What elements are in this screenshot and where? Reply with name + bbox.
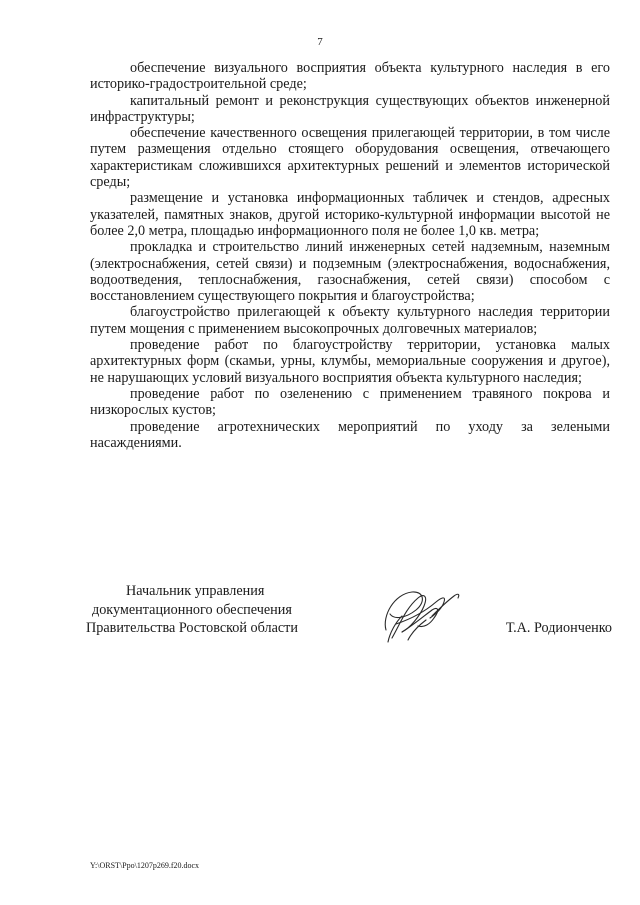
paragraph: проведение работ по озеленению с применением травяного покрова и низкорослых кустов; xyxy=(90,385,610,419)
signatory-title-line: Правительства Ростовской области xyxy=(86,620,298,636)
signatory-title xyxy=(86,582,336,638)
handwritten-signature xyxy=(372,580,472,650)
document-body xyxy=(90,60,610,451)
paragraph: обеспечение качественного освещения прилегающей территории, в том числе путем размещения отдельно стоящего оборудования освещения, отвечающего характеристикам сложившихся архитектурных решений и элементов исторической среды; xyxy=(90,125,610,191)
signatory-title-line: документационного обеспечения xyxy=(92,601,292,618)
signatory-title-line: Начальник управления xyxy=(126,583,265,599)
paragraph: благоустройство прилегающей к объекту культурного наследия территории путем мощения с применением высокопрочных долговечных материалов; xyxy=(90,304,610,337)
paragraph: проведение работ по благоустройству территории, установка малых архитектурных форм (скамьи, урны, клумбы, мемориальные сооружения и другое), не нарушающих условий визуального восприятия объекта культурного наследия; xyxy=(90,337,610,386)
signer-name: Т.А. Родионченко xyxy=(505,620,612,636)
paragraph: капитальный ремонт и реконструкция существующих объектов инженерной инфраструктуры; xyxy=(90,92,610,125)
footer-file-path: Y:\ORST\Ppo\1207p269.f20.docx xyxy=(90,861,200,870)
paragraph: проведение агротехнических мероприятий по уходу за зелеными насаждениями. xyxy=(90,418,610,451)
page-number: 7 xyxy=(317,36,323,48)
paragraph: прокладка и строительство линий инженерных сетей надземным, наземным (электроснабжения, сетей связи) и подземным (электроснабжения, водоснабжения, водоотведения, теплоснабжения, газоснабжения, сетей связи) способом с восстановлением существующего покрытия и благоустройства; xyxy=(90,239,610,305)
paragraph: размещение и установка информационных табличек и стендов, адресных указателей, памятных знаков, другой историко-культурной информации высотой не более 2,0 метра, площадью информационного поля не более 1,0 кв. метра; xyxy=(90,190,610,239)
paragraph: обеспечение визуального восприятия объекта культурного наследия в его историко-градостроительной среде; xyxy=(90,60,610,93)
